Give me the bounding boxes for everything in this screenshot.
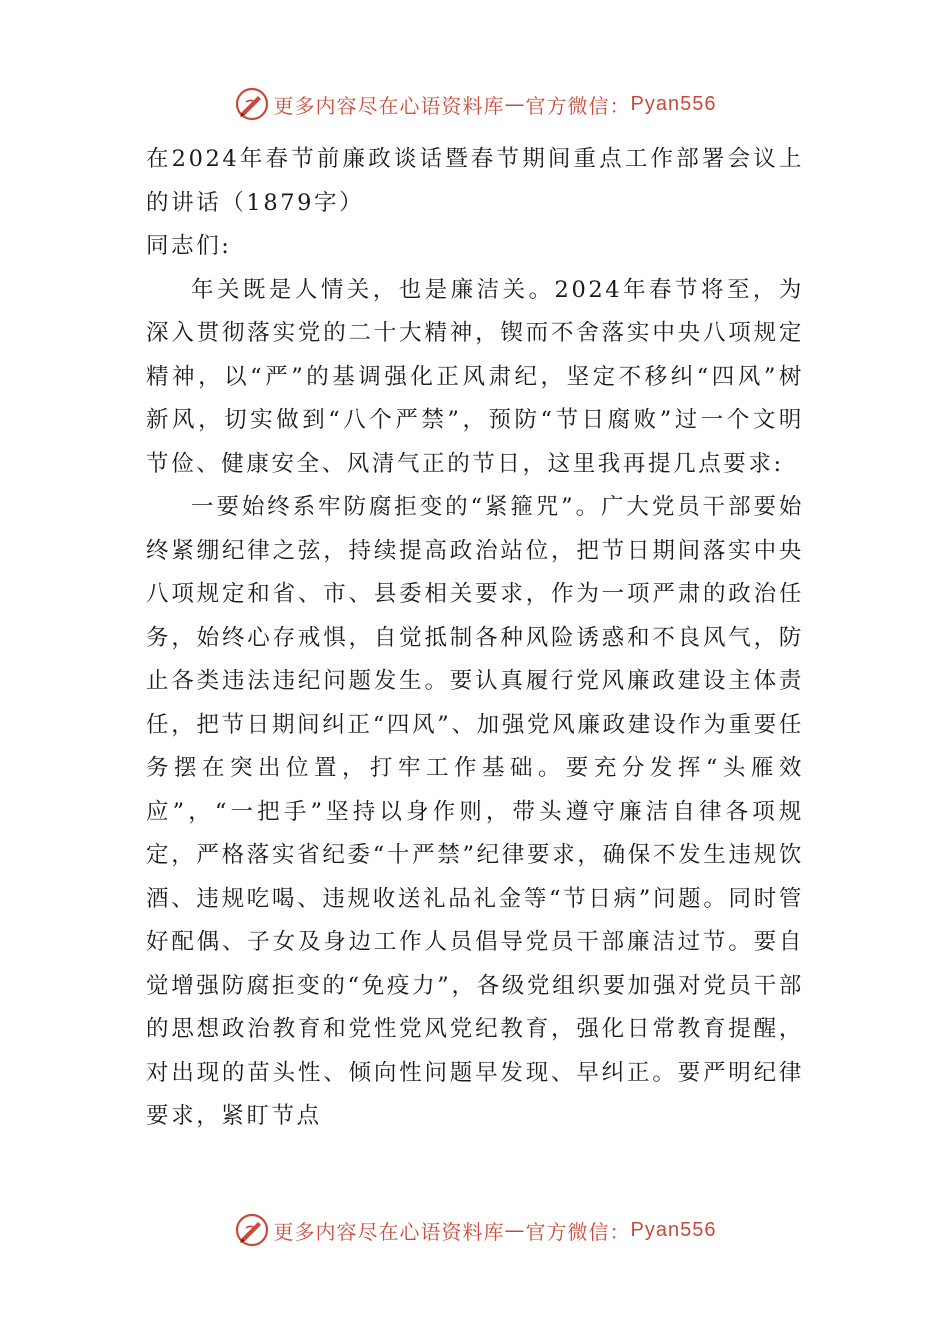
pen-logo-icon	[234, 1212, 270, 1248]
watermark-slogan: 更多内容尽在心语资料库	[273, 1219, 505, 1244]
watermark-footer	[0, 1210, 950, 1250]
document-title: 在2024年春节前廉政谈话暨春节期间重点工作部署会议上的讲话（1879字）	[146, 146, 804, 216]
paragraph-point-one: 一要始终系牢防腐拒变的“紧箍咒”。广大党员干部要始终紧绷纪律之弦，持续提高政治站位，把节日期间落实中央八项规定和省、市、县委相关要求，作为一项严肃的政治任务，始终心存戒惧，自觉抵制各种风险诱惑和不良风气，防止各类违法违纪问题发生。要认真履行党风廉政建设主体责任，把节日期间纠正“四风”、加强党风廉政建设作为重要任务摆在突出位置，打牢工作基础。要充分发挥“头雁效应”，“一把手”坚持以身作则，带头遵守廉洁自律各项规定，严格落实省纪委“十严禁”纪律要求，确保不发生违规饮酒、违规吃喝、违规收送礼品礼金等“节日病”问题。同时管好配偶、子女及身边工作人员倡导党员干部廉洁过节。要自觉增强防腐拒变的“免疫力”，各级党组织要加强对党员干部的思想政治教育和党性党风党纪教育，强化日常教育提醒，对出现的苗头性、倾向性问题早发现、早纠正。要严明纪律要求，紧盯节点	[146, 494, 804, 1129]
watermark-wechat-id: Pyan556	[630, 92, 717, 115]
watermark-separator: —	[504, 1218, 526, 1242]
watermark-wechat-id: Pyan556	[630, 1218, 717, 1241]
pen-logo-icon	[234, 86, 270, 122]
watermark-label: 官方微信：	[525, 93, 631, 118]
watermark-header	[0, 84, 950, 124]
watermark-separator: —	[504, 92, 526, 116]
paragraph-intro: 年关既是人情关，也是廉洁关。2024年春节将至，为深入贯彻落实党的二十大精神，锲而不舍落实中央八项规定精神，以“严”的基调强化正风肃纪，坚定不移纠“四风”树新风，切实做到“八个严禁”，预防“节日腐败”过一个文明节俭、健康安全、风清气正的节日，这里我再提几点要求:	[146, 276, 804, 477]
watermark-label: 官方微信：	[525, 1219, 631, 1244]
watermark-slogan: 更多内容尽在心语资料库	[273, 93, 505, 118]
document-body	[146, 138, 804, 1139]
salutation: 同志们:	[146, 233, 232, 259]
